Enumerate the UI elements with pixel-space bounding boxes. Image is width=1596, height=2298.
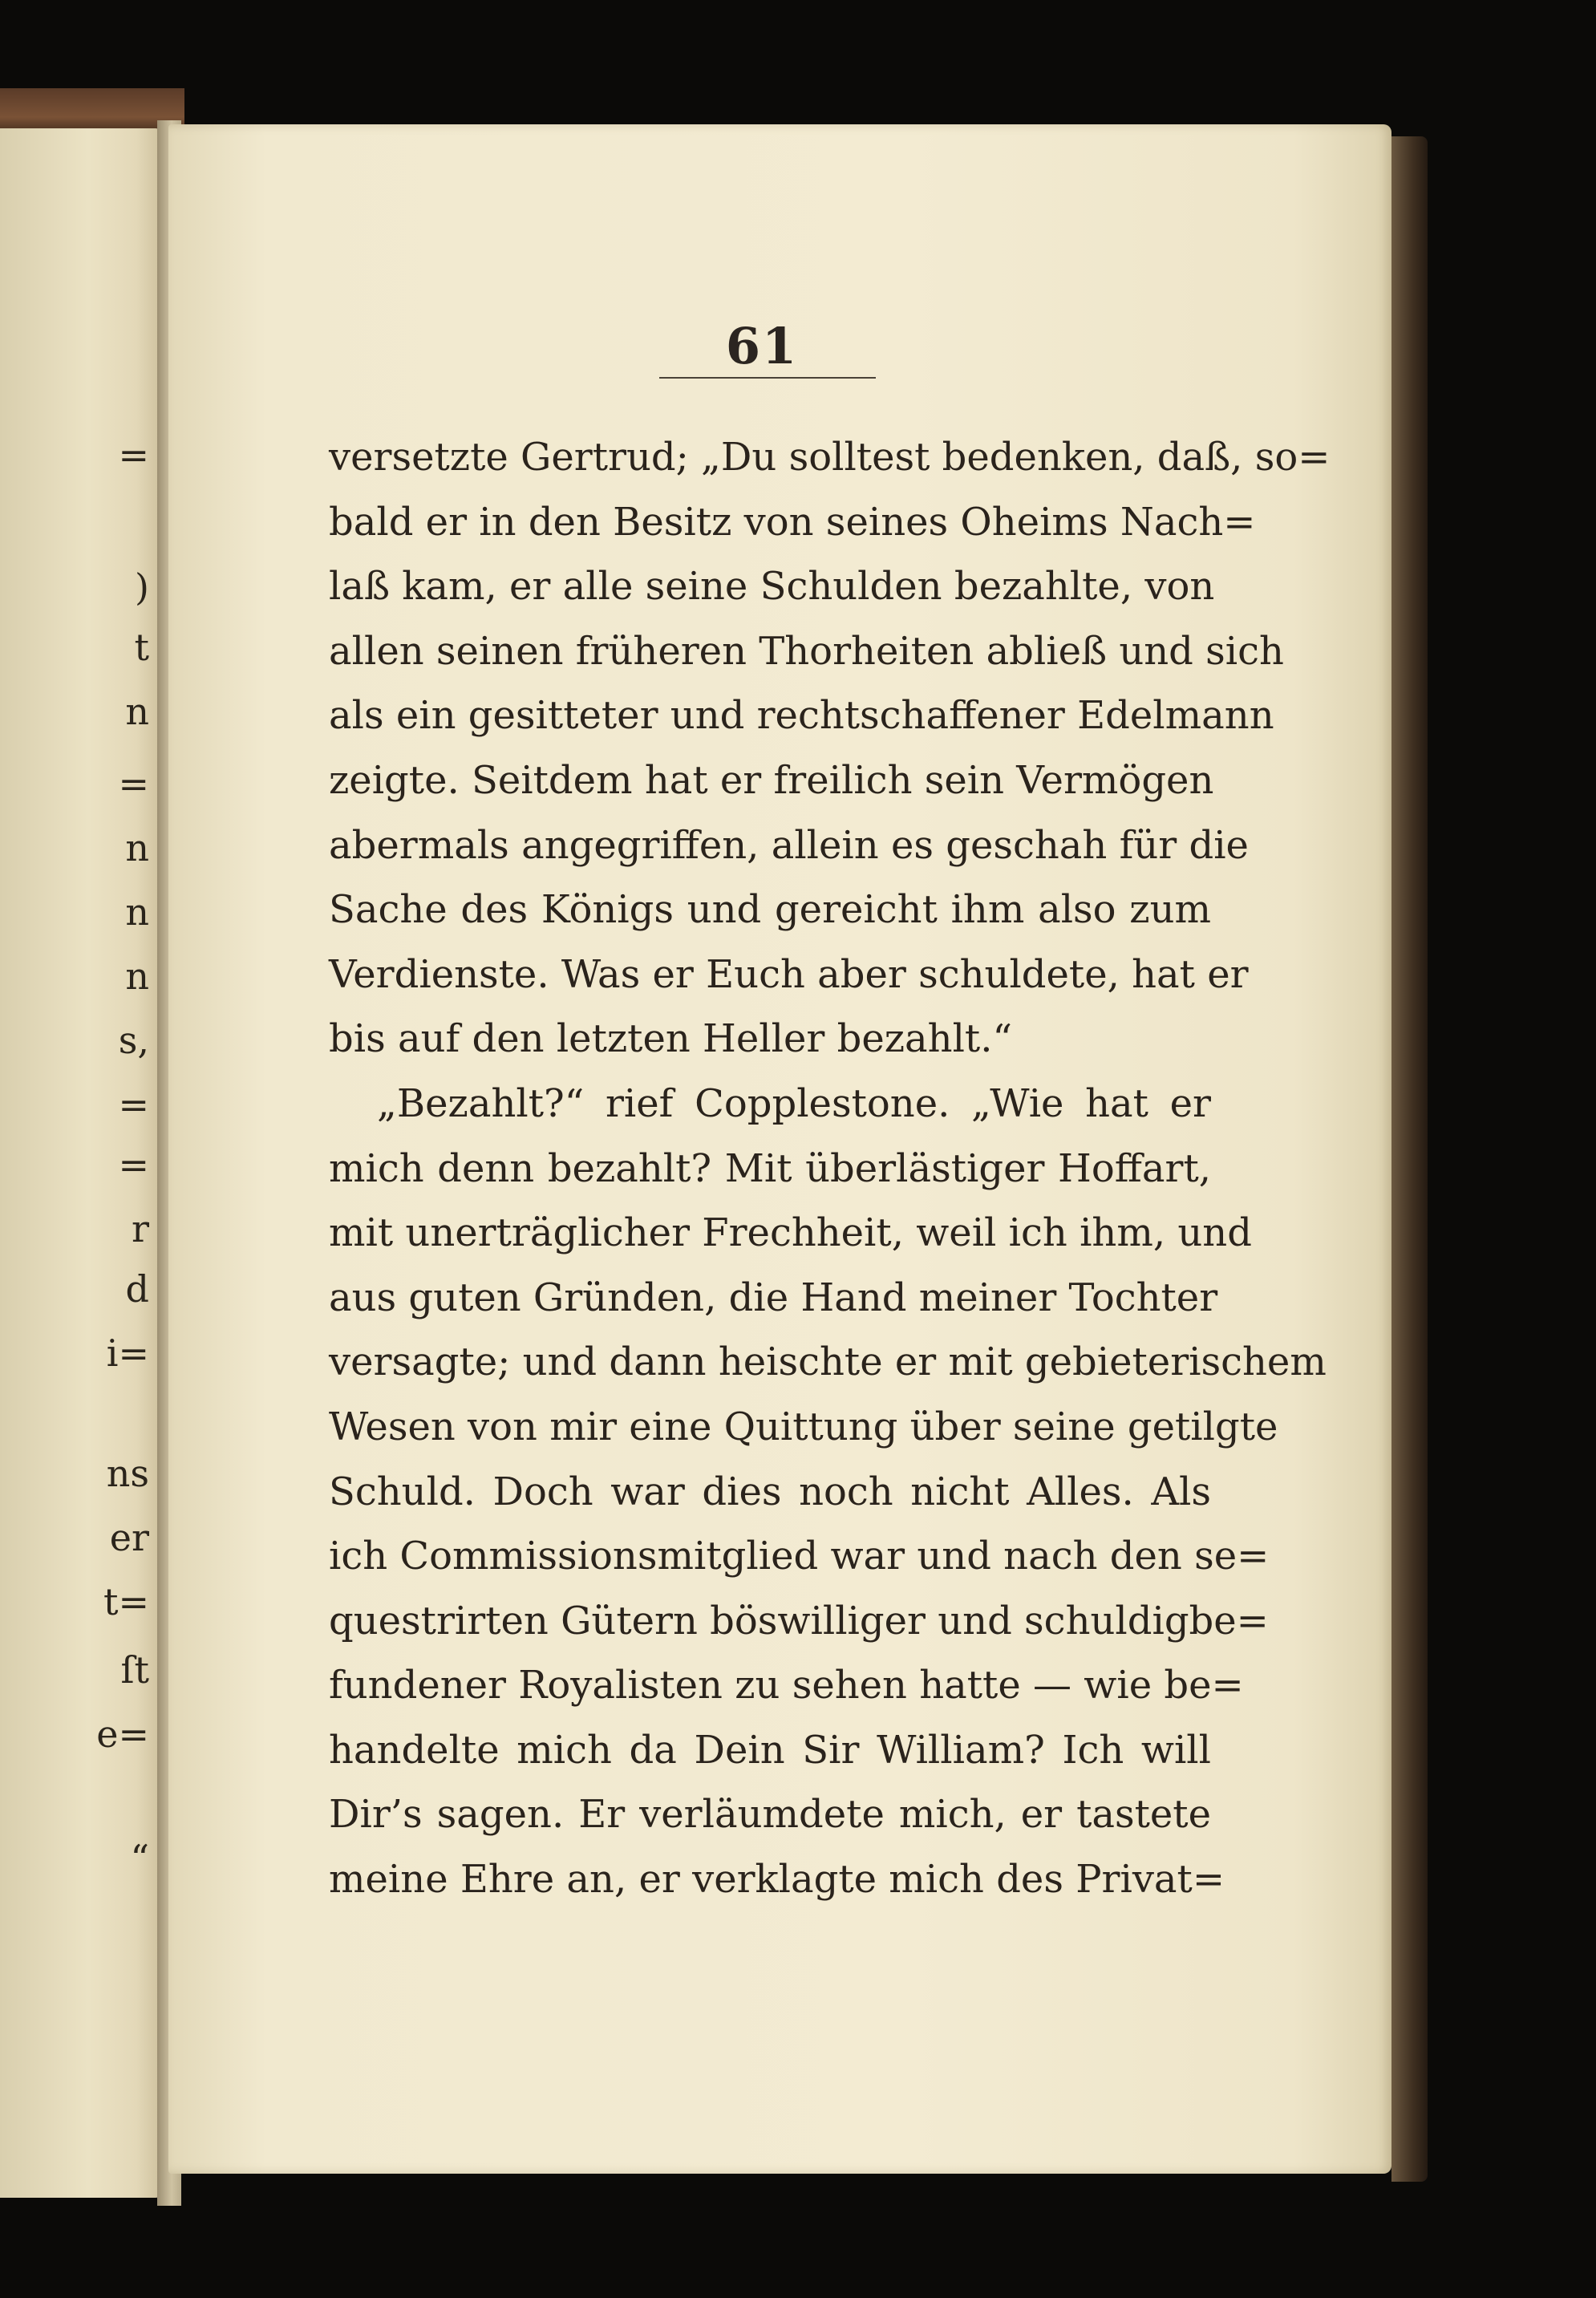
fragment: n <box>125 826 149 869</box>
fragment: t= <box>103 1580 149 1623</box>
fragment: s, <box>118 1019 149 1062</box>
fragment: ns <box>106 1452 149 1495</box>
fragment: e= <box>96 1712 149 1756</box>
fragment: ſt <box>120 1648 149 1692</box>
text-line: aus guten Gründen, die Hand meiner Tochter <box>329 1275 1218 1320</box>
header-rule <box>659 377 876 379</box>
text-line: Schuld. Doch war dies noch nicht Alles. Als <box>329 1469 1211 1514</box>
fragment: = <box>118 433 149 476</box>
fragment: “ <box>130 1837 149 1880</box>
fragment: ) <box>135 565 149 609</box>
text-line: handelte mich da Dein Sir William? Ich will <box>329 1727 1211 1773</box>
text-line: Dir’s sagen. Er verläumdete mich, er tastete <box>329 1792 1211 1838</box>
fragment: i= <box>106 1331 149 1375</box>
fragment: n <box>125 890 149 934</box>
text-line: abermals angegriffen, allein es geschah für die <box>329 822 1249 868</box>
text-line: fundener Royalisten zu sehen hatte — wie be= <box>329 1663 1244 1708</box>
text-line: Wesen von mir eine Quittung über seine getilgte <box>329 1404 1278 1449</box>
previous-page <box>0 128 160 2198</box>
text-line: versagte; und dann heischte er mit gebieterischem <box>329 1339 1327 1385</box>
text-line: Verdienste. Was er Euch aber schuldete, hat er <box>329 951 1249 997</box>
text-line: als ein gesitteter und rechtschaffener Edelmann <box>329 693 1274 739</box>
text-line: meine Ehre an, er verklagte mich des Privat= <box>329 1857 1225 1903</box>
text-line: „Bezahlt?“ rief Copplestone. „Wie hat er <box>377 1080 1211 1126</box>
page-stack-edge <box>1391 136 1428 2182</box>
page-number: 61 <box>725 317 799 375</box>
fragment: n <box>125 954 149 998</box>
fragment: = <box>118 762 149 805</box>
text-line: allen seinen früheren Thorheiten abließ und sich <box>329 628 1284 674</box>
text-line: bis auf den letzten Heller bezahlt.“ <box>329 1016 1012 1062</box>
fragment: er <box>109 1516 149 1559</box>
fragment: t <box>134 626 149 669</box>
fragment: r <box>132 1207 149 1250</box>
text-line: ich Commissionsmitglied war und nach den se= <box>329 1534 1270 1579</box>
fragment: d <box>125 1267 149 1311</box>
text-line: laß kam, er alle seine Schulden bezahlte, von <box>329 564 1215 610</box>
page-body-text <box>329 425 1331 1912</box>
text-line: mich denn bezahlt? Mit überlästiger Hoffart, <box>329 1145 1211 1191</box>
text-line: bald er in den Besitz von seines Oheims Nach= <box>329 499 1256 545</box>
text-line: Sache des Königs und gereicht ihm also zum <box>329 887 1211 933</box>
text-line: zeigte. Seitdem hat er freilich sein Vermögen <box>329 757 1214 803</box>
fragment: = <box>118 1083 149 1126</box>
text-line: versetzte Gertrud; „Du solltest bedenken, daß, so= <box>329 435 1331 480</box>
text-line: mit unerträglicher Frechheit, weil ich ihm, und <box>329 1210 1252 1256</box>
fragment: n <box>125 690 149 733</box>
text-line: questrirten Gütern böswilliger und schuldigbe= <box>329 1598 1269 1643</box>
fragment: = <box>118 1143 149 1186</box>
previous-page-text-fragments <box>0 128 160 2198</box>
